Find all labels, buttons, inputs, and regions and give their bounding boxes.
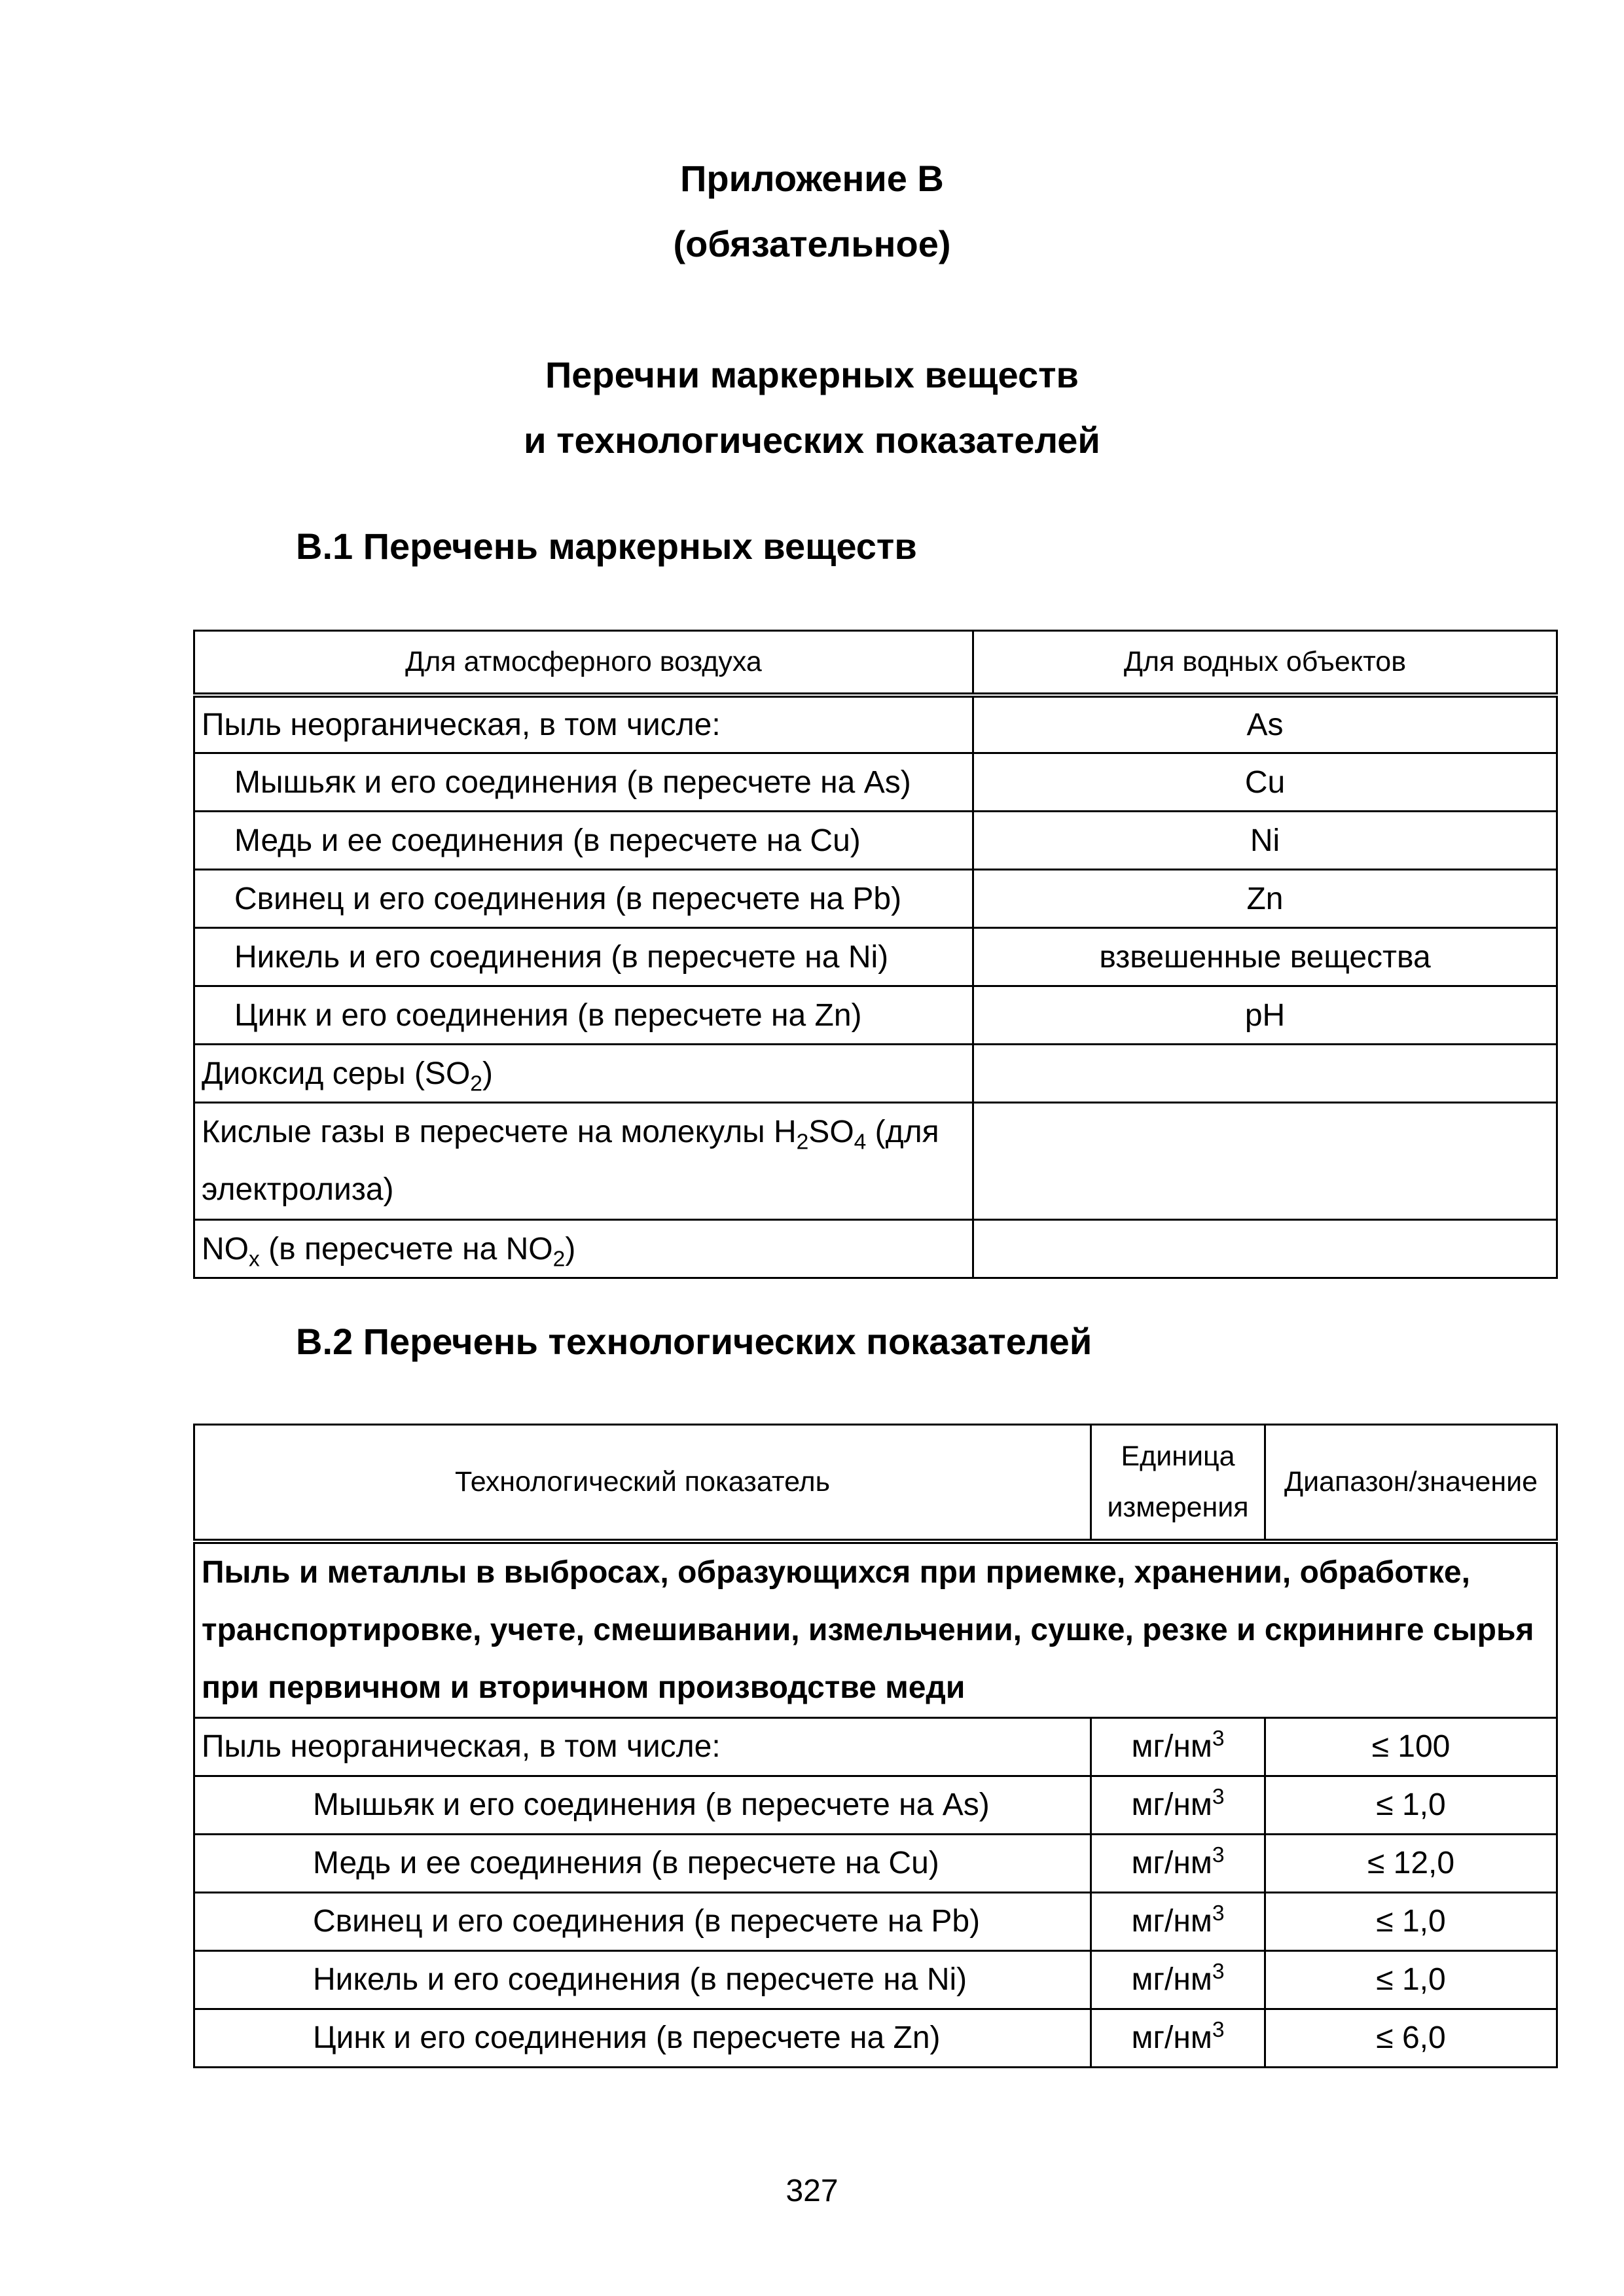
air-cell: Мышьяк и его соединения (в пересчете на As): [194, 753, 973, 812]
table-row: [194, 870, 1557, 928]
unit-cell: $мг/нм^3$: [1091, 1834, 1265, 1892]
appendix-subtitle-line1: Перечни маркерных веществ: [545, 354, 1079, 395]
table-row: [194, 695, 1557, 753]
table-row: [194, 812, 1557, 870]
air-cell: Свинец и его соединения (в пересчете на Pb): [194, 870, 973, 928]
header-range: Диапазон/значение: [1265, 1425, 1557, 1541]
water-cell-empty: [973, 1045, 1557, 1103]
value-cell: ≤ 100: [1265, 1717, 1557, 1776]
indicator-cell: Пыль неорганическая, в том числе:: [194, 1717, 1091, 1776]
water-cell: взвешенные вещества: [973, 928, 1557, 986]
air-cell-acid-gases: Кислые газы в пересчете на молекулы $H_2SO_4$ (для электролиза): [194, 1103, 973, 1220]
air-cell: Медь и ее соединения (в пересчете на Cu): [194, 812, 973, 870]
unit-cell: $мг/нм^3$: [1091, 1950, 1265, 2009]
header-water: Для водных объектов: [973, 631, 1557, 695]
appendix-status: (обязательное): [673, 223, 951, 264]
header-unit: Единица измерения: [1091, 1425, 1265, 1541]
group-row: [194, 1541, 1557, 1718]
air-cell: Никель и его соединения (в пересчете на Ni): [194, 928, 973, 986]
unit-cell: $мг/нм^3$: [1091, 1892, 1265, 1950]
table-row: [194, 1103, 1557, 1220]
indicator-cell: Никель и его соединения (в пересчете на Ni): [194, 1950, 1091, 2009]
table-row: [194, 1220, 1557, 1278]
air-cell: Цинк и его соединения (в пересчете на Zn): [194, 986, 973, 1045]
unit-cell: $мг/нм^3$: [1091, 1776, 1265, 1834]
water-cell: Zn: [973, 870, 1557, 928]
water-cell-empty: [973, 1220, 1557, 1278]
water-cell-empty: [973, 1103, 1557, 1220]
indicator-cell: Цинк и его соединения (в пересчете на Zn): [194, 2009, 1091, 2067]
value-cell: ≤ 12,0: [1265, 1834, 1557, 1892]
value-cell: ≤ 1,0: [1265, 1950, 1557, 2009]
water-cell: Cu: [973, 753, 1557, 812]
indicator-cell: Медь и ее соединения (в пересчете на Cu): [194, 1834, 1091, 1892]
air-cell-so2: Диоксид серы $(SO_2)$: [194, 1045, 973, 1103]
page-number: 327: [785, 2174, 839, 2208]
table-row: [194, 1892, 1557, 1950]
unit-cell: $мг/нм^3$: [1091, 2009, 1265, 2067]
table-row: [194, 1950, 1557, 2009]
technological-indicators-table: [193, 1424, 1558, 2068]
section-1-title: В.1 Перечень маркерных веществ: [296, 526, 917, 567]
table-row: [194, 986, 1557, 1045]
air-cell: Пыль неорганическая, в том числе:: [194, 695, 973, 753]
header-air: Для атмосферного воздуха: [194, 631, 973, 695]
table-row: [194, 753, 1557, 812]
value-cell: ≤ 6,0: [1265, 2009, 1557, 2067]
indicator-cell: Мышьяк и его соединения (в пересчете на As): [194, 1776, 1091, 1834]
value-cell: ≤ 1,0: [1265, 1892, 1557, 1950]
indicator-cell: Свинец и его соединения (в пересчете на Pb): [194, 1892, 1091, 1950]
water-cell: As: [973, 695, 1557, 753]
section-2-title: В.2 Перечень технологических показателей: [296, 1321, 1092, 1362]
unit-cell: $мг/нм^3$: [1091, 1717, 1265, 1776]
table-row: [194, 1776, 1557, 1834]
table-row: [194, 1045, 1557, 1103]
table-row: [194, 1717, 1557, 1776]
table-row: [194, 1834, 1557, 1892]
appendix-title: Приложение В: [680, 158, 944, 199]
appendix-subtitle-line2: и технологических показателей: [524, 420, 1100, 461]
marker-substances-table: [193, 630, 1558, 1279]
table-row: [194, 928, 1557, 986]
group-title: Пыль и металлы в выбросах, образующихся при приемке, хранении, обработке, транспортировке, учете, смешивании, измельчении, сушке, резке и скрининге сырья при первичном и вторичном производстве меди: [194, 1541, 1557, 1718]
table-row: [194, 2009, 1557, 2067]
table-header-row: [194, 631, 1557, 695]
water-cell: pH: [973, 986, 1557, 1045]
water-cell: Ni: [973, 812, 1557, 870]
value-cell: ≤ 1,0: [1265, 1776, 1557, 1834]
table-header-row: [194, 1425, 1557, 1541]
header-indicator: Технологический показатель: [194, 1425, 1091, 1541]
air-cell-nox: $NO_x$ (в пересчете на $NO_2$): [194, 1220, 973, 1278]
